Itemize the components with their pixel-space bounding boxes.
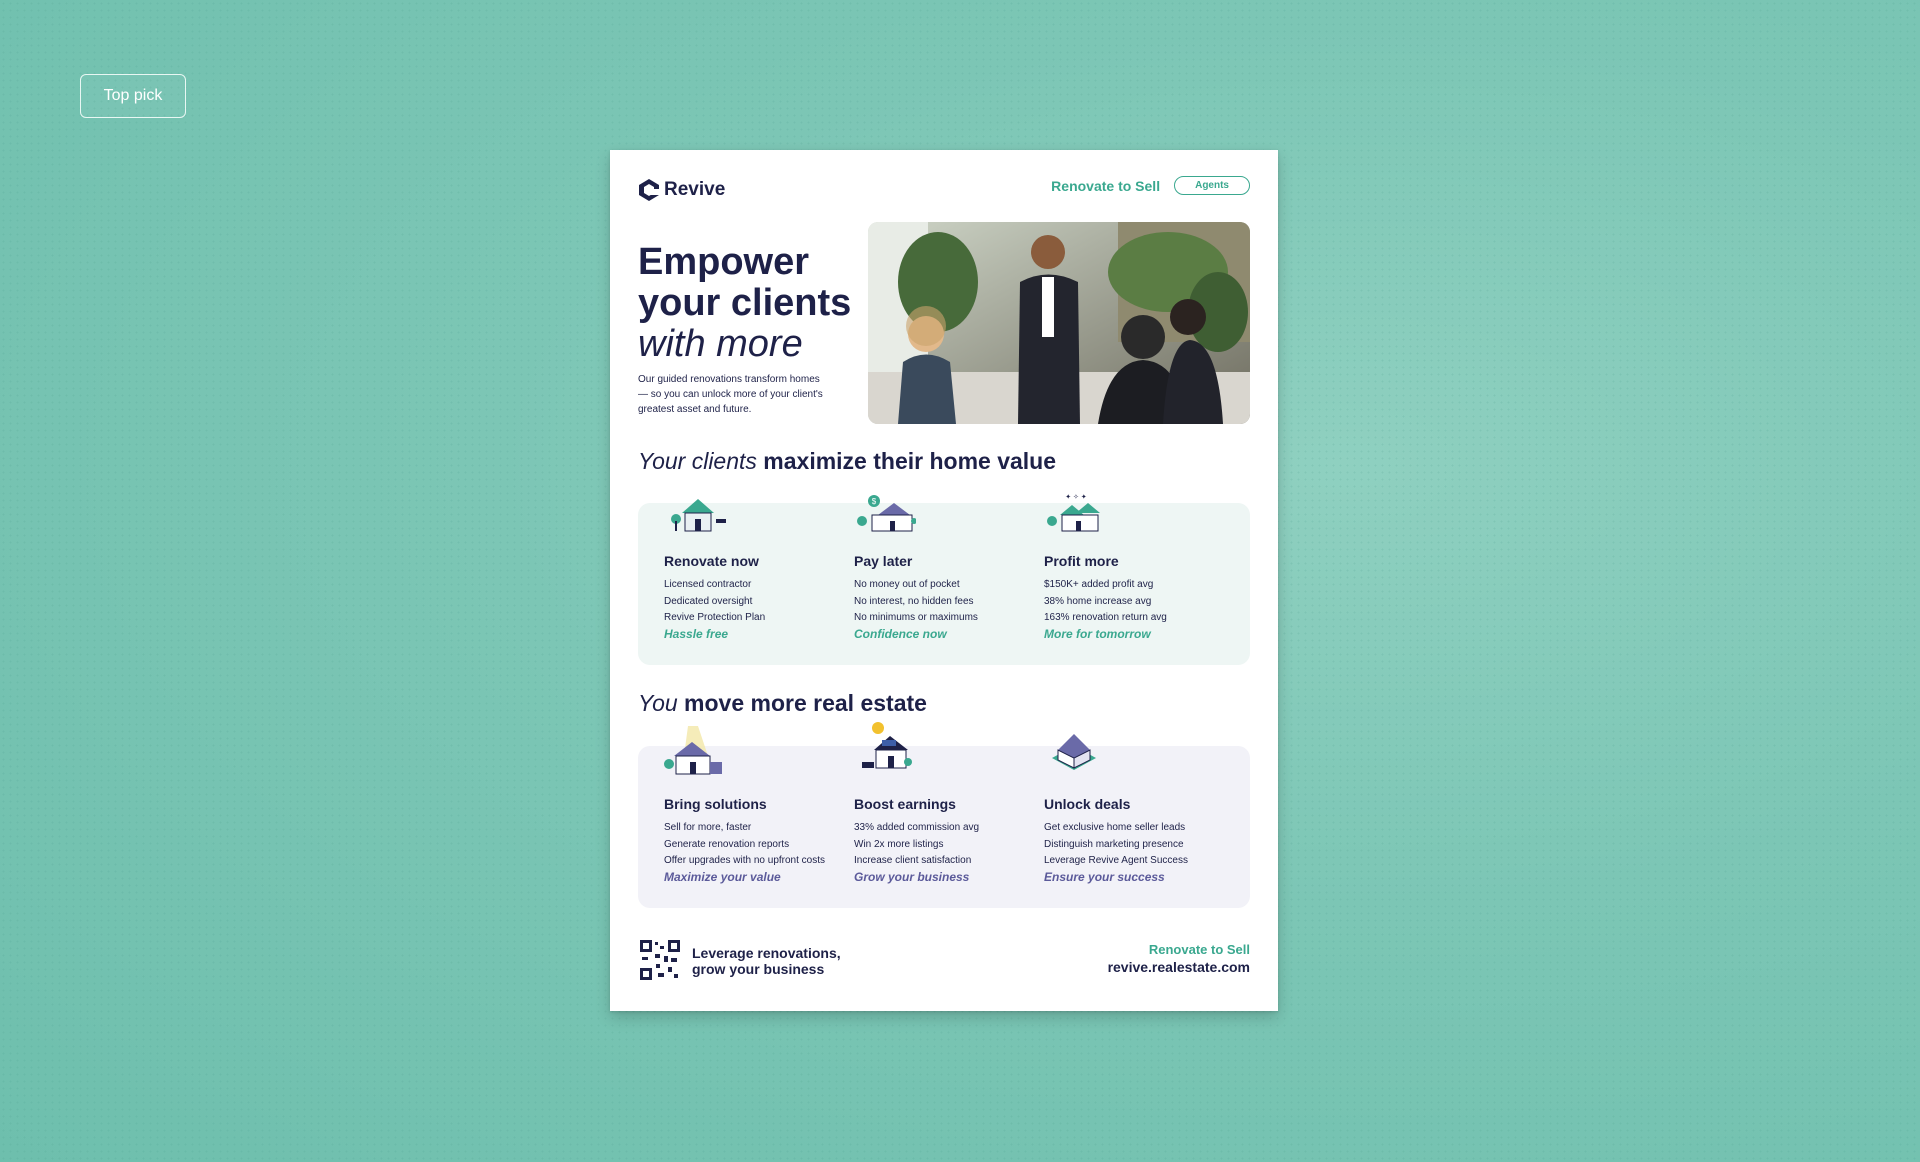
qr-code-icon[interactable] [640, 940, 680, 980]
column-tagline: More for tomorrow [1044, 627, 1151, 641]
column-tagline: Maximize your value [664, 870, 781, 884]
column-tagline: Hassle free [664, 627, 729, 641]
house-solar-icon [856, 722, 916, 778]
column-tagline: Confidence now [854, 627, 947, 641]
section1-panel [638, 494, 1250, 665]
list-item: Distinguish marketing presence [1044, 838, 1184, 850]
list-item: No interest, no hidden fees [854, 595, 974, 607]
footer-message-line2: grow your business [692, 961, 825, 977]
hero-subtitle: Our guided renovations transform homes — so you can unlock more of your client's greatest asset and future. [638, 374, 823, 415]
column-list [854, 820, 979, 870]
column-title: Unlock deals [1044, 796, 1131, 812]
logo-mark-icon [638, 178, 660, 202]
house-isometric-icon [1044, 728, 1104, 778]
list-item: Licensed contractor [664, 579, 752, 590]
list-item: 38% home increase avg [1044, 595, 1152, 607]
column-title: Profit more [1044, 553, 1119, 569]
hero-title [638, 242, 851, 365]
list-item: 33% added commission avg [854, 822, 980, 833]
column-title: Bring solutions [664, 796, 767, 812]
house-spotlight-icon [664, 726, 724, 778]
house-dollar-icon [856, 491, 916, 535]
agents-pill[interactable]: Agents [1174, 176, 1250, 195]
hero-title-line1: Empower [638, 241, 810, 283]
column-list [664, 577, 765, 627]
brand-name: Revive [664, 179, 726, 200]
hero-title-line2: your clients [638, 282, 852, 324]
list-item: No minimums or maximums [854, 612, 978, 623]
section2-heading-bold: move more real estate [684, 690, 927, 716]
renovate-to-sell-link[interactable]: Renovate to Sell [1051, 177, 1161, 194]
column-list [1044, 577, 1167, 627]
section2-heading-italic: You [638, 690, 678, 716]
svg-text:$: $ [871, 497, 877, 506]
column-title: Boost earnings [854, 796, 956, 812]
hero-title-line3: with more [638, 323, 803, 365]
column-list [664, 820, 825, 870]
footer-url[interactable]: revive.realestate.com [1107, 959, 1250, 975]
house-icon [668, 491, 728, 535]
section1-heading-bold: maximize their home value [763, 448, 1057, 474]
flyer-page [610, 150, 1278, 1011]
list-item: Leverage Revive Agent Success [1044, 855, 1188, 866]
column-title: Renovate now [664, 553, 759, 569]
column-tagline: Grow your business [854, 870, 970, 884]
list-item: Sell for more, faster [664, 822, 752, 833]
section2-panel [638, 746, 1250, 908]
footer-links [1108, 942, 1250, 975]
hero-photo [868, 222, 1250, 424]
column-list [1044, 820, 1188, 870]
footer-message-line1: Leverage renovations, [692, 945, 841, 961]
footer-renovate-link[interactable]: Renovate to Sell [1148, 942, 1250, 957]
brand-logo[interactable] [638, 178, 725, 202]
section1-heading [638, 448, 1056, 475]
footer-message [692, 945, 841, 977]
house-celebration-icon [1046, 491, 1106, 535]
section2-heading [638, 690, 927, 717]
list-item: Revive Protection Plan [664, 612, 766, 623]
list-item: $150K+ added profit avg [1044, 579, 1154, 590]
column-list [854, 577, 978, 627]
list-item: Dedicated oversight [664, 595, 753, 607]
list-item: Increase client satisfaction [854, 855, 972, 866]
top-nav [1051, 176, 1250, 195]
list-item: No money out of pocket [854, 579, 960, 590]
svg-text:✦ ✧ ✦: ✦ ✧ ✦ [1065, 494, 1087, 501]
list-item: Offer upgrades with no upfront costs [664, 855, 826, 866]
list-item: Generate renovation reports [664, 838, 790, 850]
list-item: Get exclusive home seller leads [1044, 822, 1186, 833]
list-item: Win 2x more listings [854, 838, 944, 850]
section1-heading-italic: Your clients [638, 448, 757, 474]
column-tagline: Ensure your success [1044, 870, 1165, 884]
top-pick-badge[interactable]: Top pick [80, 74, 186, 118]
column-title: Pay later [854, 553, 913, 569]
list-item: 163% renovation return avg [1044, 612, 1167, 623]
